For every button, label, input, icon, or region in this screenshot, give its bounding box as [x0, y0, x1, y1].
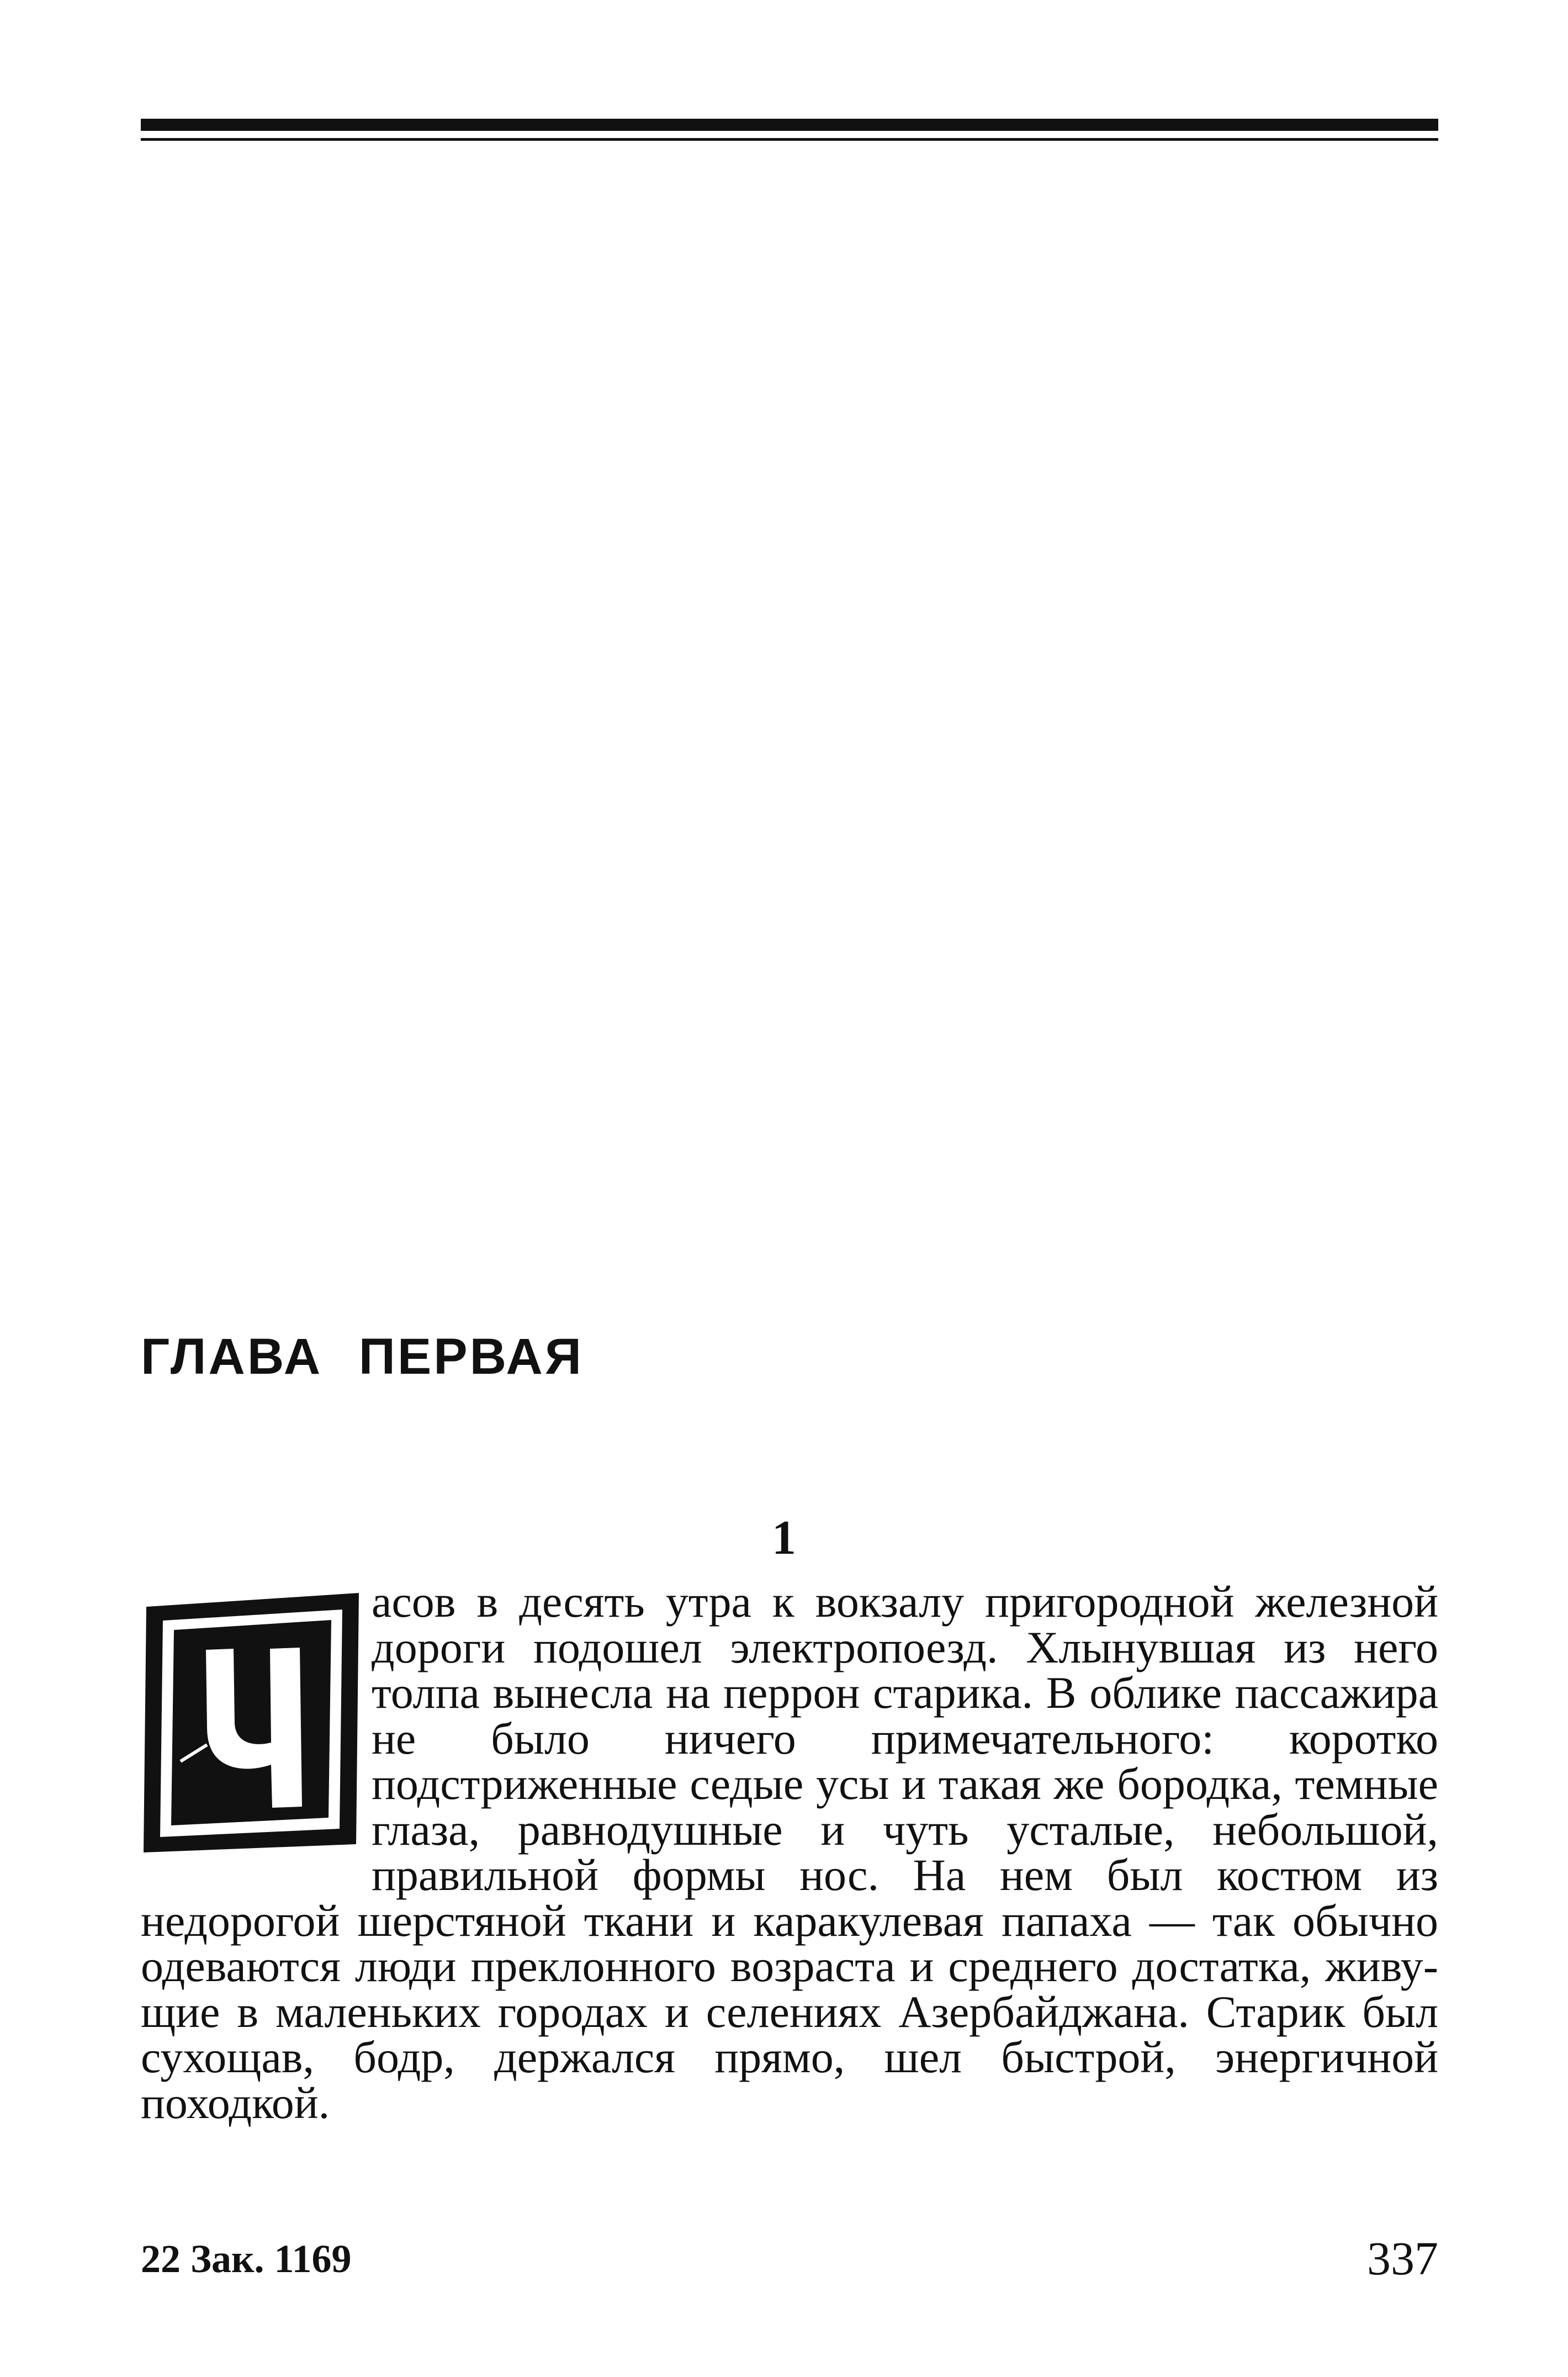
dropcap-letter-che-icon	[141, 1579, 362, 1855]
first-word-remainder: асов	[372, 1576, 456, 1627]
dropcap-ornament	[141, 1579, 362, 1855]
header-rule-thick	[141, 119, 1438, 131]
chapter-title: ГЛАВА ПЕРВАЯ	[141, 1328, 584, 1385]
page-number: 337	[1367, 2232, 1438, 2285]
header-rule-thin	[141, 138, 1438, 141]
section-number: 1	[772, 1511, 796, 1565]
printer-signature: 22 Зак. 1169	[141, 2237, 352, 2281]
body-paragraph	[141, 1576, 1438, 2128]
paragraph-text: в десять утра к вокзалу пригородной железной дороги подошел электропоезд. Хлынувшая из него толпа вынесла на перрон старика. В облике пассажира не было ничего примечательного: коротко подстриженные седые усы и такая же бородка, темные глаза, равнодушные и чуть усталые, небольшой, правильной формы нос. На нем был костюм из недорогой шерстяной ткани и каракулевая папаха — так обычно одеваются люди преклонного возраста и среднего достатка, живущие в маленьких городах и селениях Азербайджана. Старик был сухощав, бодр, держался прямо, шел быстрой, энергичной походкой.	[141, 1576, 1438, 2128]
